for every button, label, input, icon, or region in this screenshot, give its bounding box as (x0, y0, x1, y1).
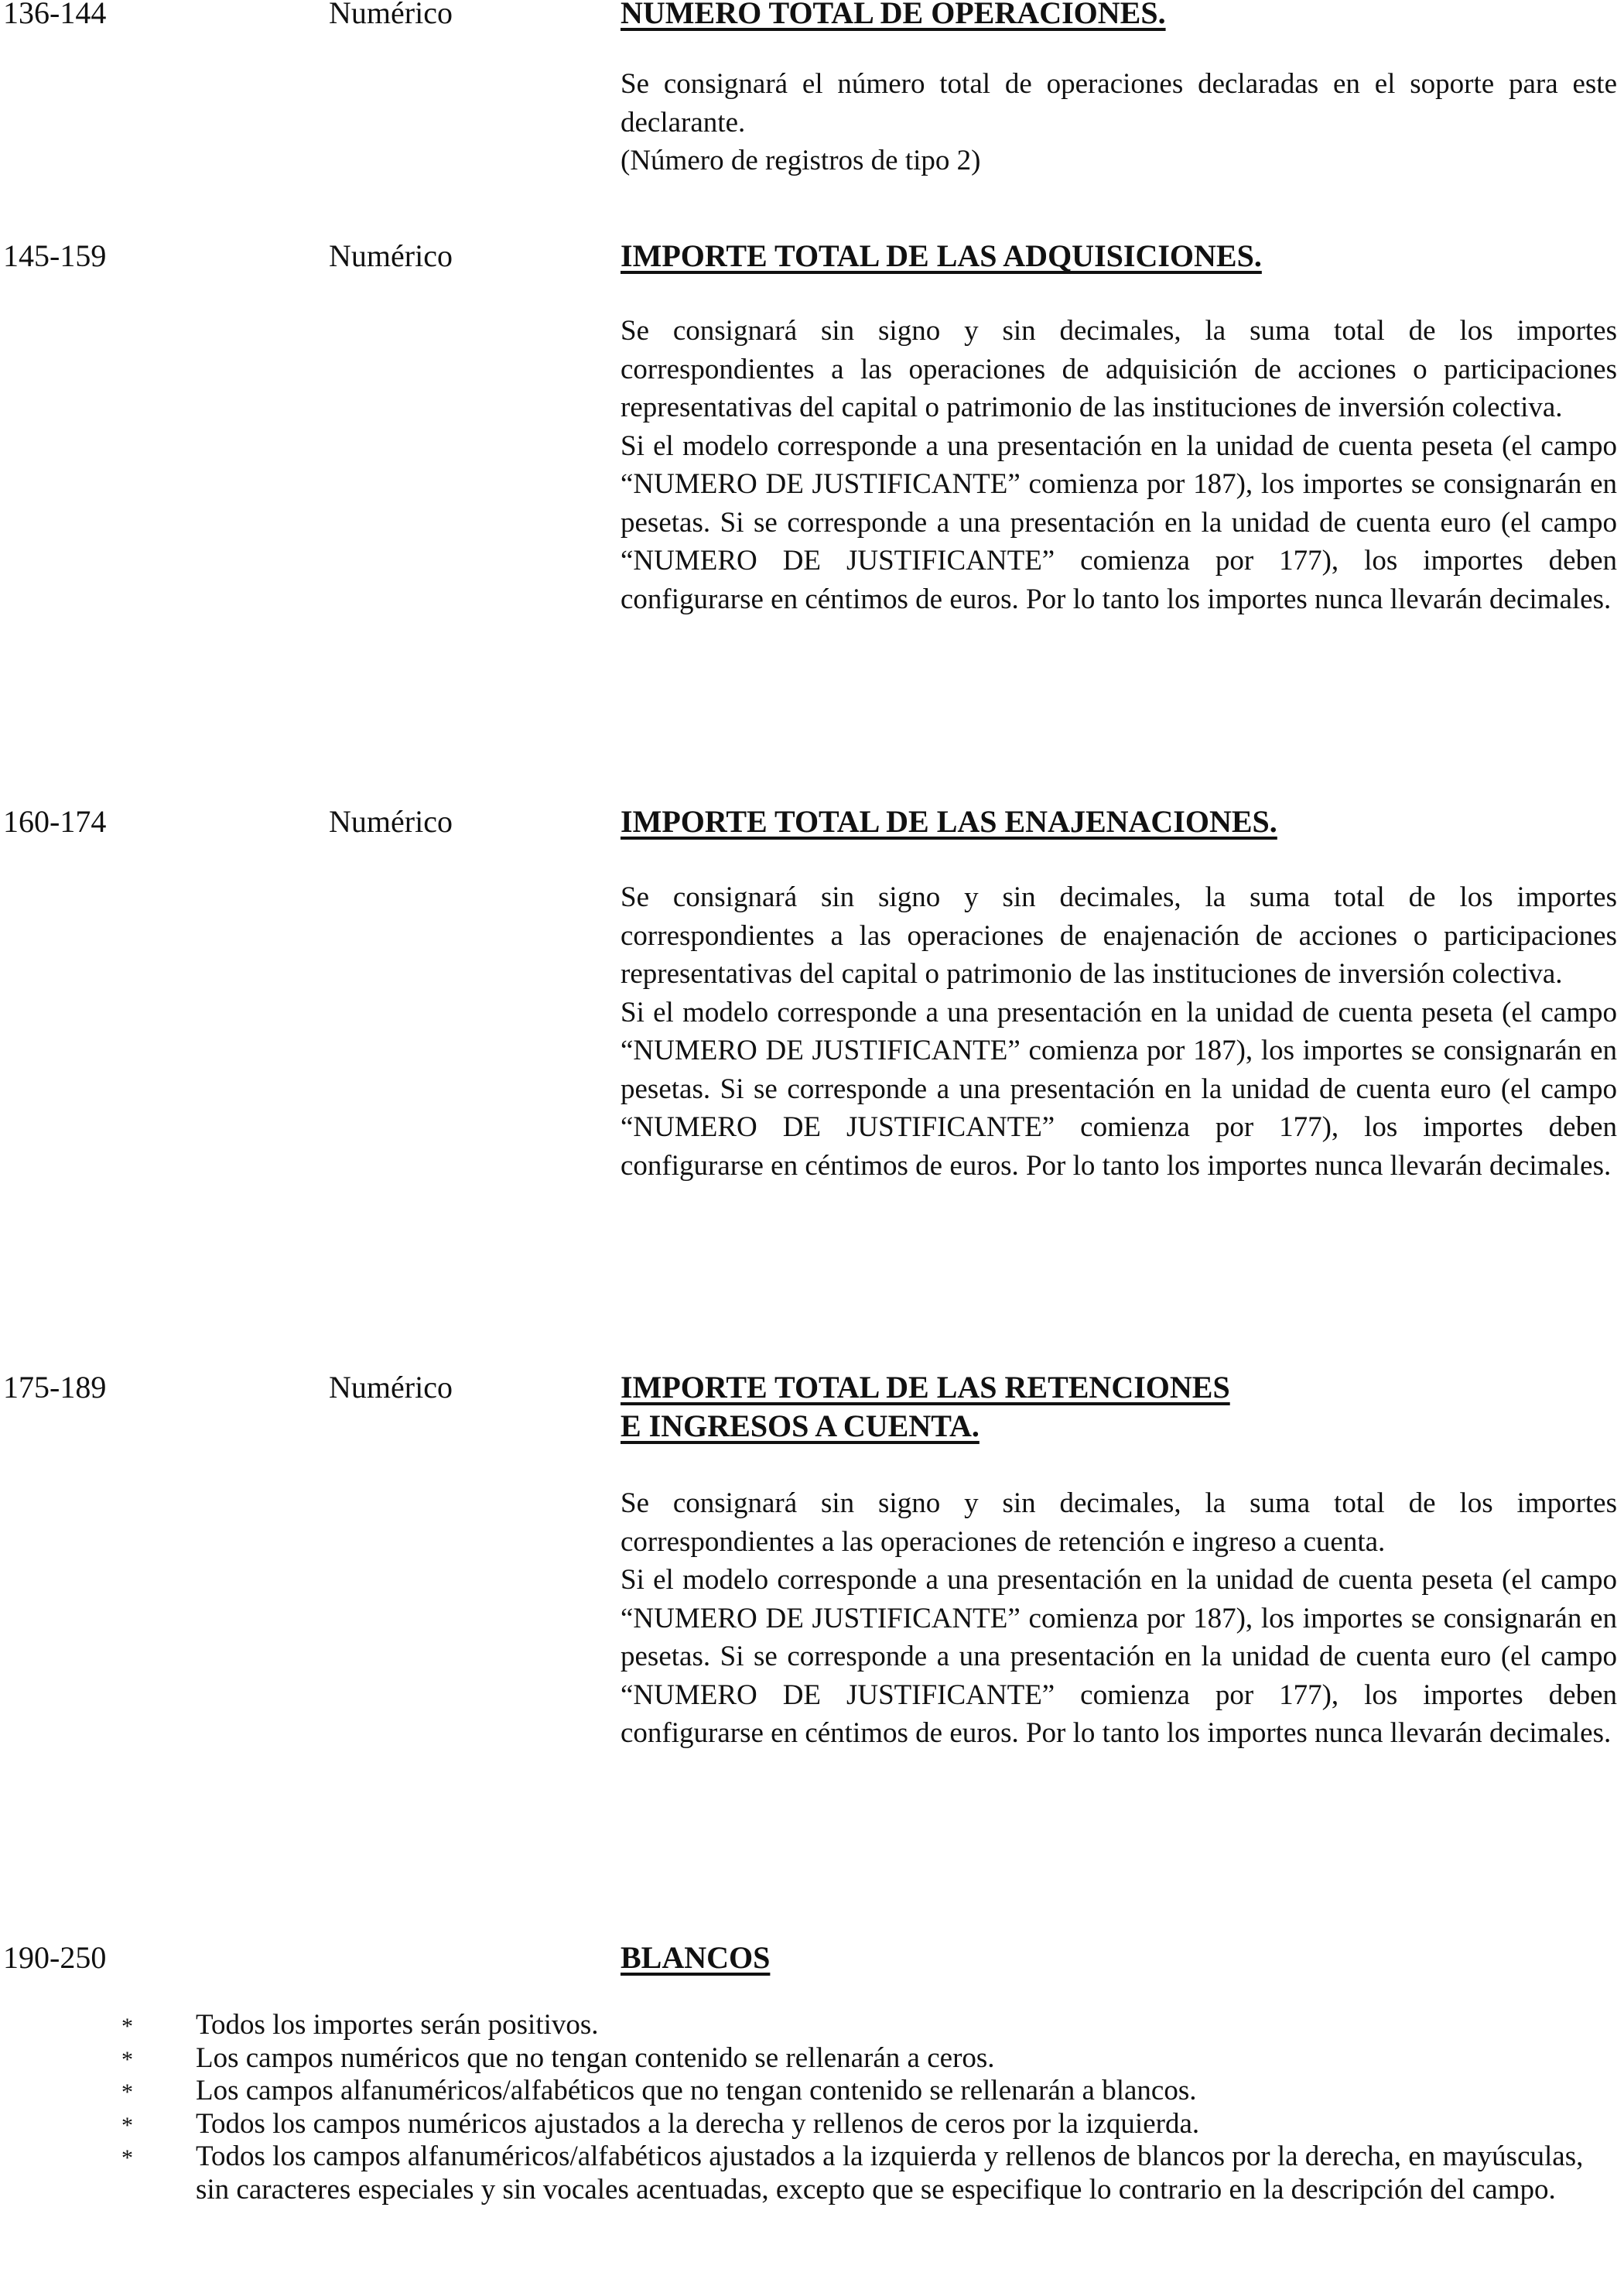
asterisk-bullet: * (121, 2079, 133, 2105)
description-paragraph: Si el modelo corresponde a una presentación en la unidad de cuenta peseta (el campo “NUMERO DE JUSTIFICANTE” comienza por 187), los importes se consignarán en pesetas. Si se corresponde a una presentación en la unidad de cuenta euro (el campo “NUMERO DE JUSTIFICANTE” comienza por 177), los importes deben configurarse en céntimos de euros. Por lo tanto los importes nunca llevarán decimales. (621, 429, 1617, 615)
description-paragraph: Si el modelo corresponde a una presentación en la unidad de cuenta peseta (el campo “NUMERO DE JUSTIFICANTE” comienza por 187), los importes se consignarán en pesetas. Si se corresponde a una presentación en la unidad de cuenta euro (el campo “NUMERO DE JUSTIFICANTE” comienza por 177), los importes deben configurarse en céntimos de euros. Por lo tanto los importes nunca llevarán decimales. (621, 996, 1617, 1182)
note-item (0, 2042, 1624, 2076)
note-item (0, 2108, 1624, 2141)
general-notes-list (0, 2009, 1624, 2206)
note-item (0, 2075, 1624, 2108)
note-text: Los campos numéricos que no tengan contenido se rellenarán a ceros. (196, 2041, 995, 2074)
field-title (621, 1368, 1611, 1446)
asterisk-bullet: * (121, 2046, 133, 2072)
field-title-line: E INGRESOS A CUENTA. (621, 1408, 980, 1443)
field-title (621, 0, 1611, 33)
field-position: 175-189 (3, 1370, 107, 1405)
field-title (621, 802, 1611, 841)
description-paragraph: (Número de registros de tipo 2) (621, 145, 981, 176)
field-position: 190-250 (3, 1940, 107, 1975)
field-position: 136-144 (3, 0, 107, 30)
field-type: Numérico (329, 238, 453, 273)
description-paragraph: Se consignará sin signo y sin decimales, la suma total de los importes correspondientes a las operaciones de retención e ingreso a cuenta. (621, 1487, 1617, 1558)
field-title-line: IMPORTE TOTAL DE LAS ADQUISICIONES. (621, 238, 1262, 273)
note-item (0, 2141, 1624, 2206)
description-paragraph: Se consignará el número total de operaciones declaradas en el soporte para este declarante. (621, 68, 1617, 139)
field-title-line: BLANCOS (621, 1940, 771, 1975)
note-item (0, 2009, 1624, 2042)
field-title (621, 1939, 1611, 1977)
field-description (621, 312, 1617, 618)
field-title (621, 237, 1611, 275)
field-description (621, 878, 1617, 1185)
field-position: 145-159 (3, 238, 107, 273)
field-position: 160-174 (3, 804, 107, 839)
note-text: Todos los campos alfanuméricos/alfabéticos ajustados a la izquierda y rellenos de blancos por la derecha, en mayúsculas, sin caracteres especiales y sin vocales acentuadas, excepto que se especifique lo contrario en la descripción del campo. (196, 2141, 1584, 2206)
asterisk-bullet: * (121, 2145, 133, 2171)
field-description (621, 65, 1617, 180)
asterisk-bullet: * (121, 2112, 133, 2138)
description-paragraph: Se consignará sin signo y sin decimales, la suma total de los importes correspondientes a las operaciones de adquisición de acciones o participaciones representativas del capital o patrimonio de las instituciones de inversión colectiva. (621, 315, 1617, 423)
field-type: Numérico (329, 0, 453, 30)
description-paragraph: Se consignará sin signo y sin decimales, la suma total de los importes correspondientes a las operaciones de enajenación de acciones o participaciones representativas del capital o patrimonio de las instituciones de inversión colectiva. (621, 881, 1617, 990)
note-text: Todos los importes serán positivos. (196, 2009, 599, 2041)
field-title-line: IMPORTE TOTAL DE LAS ENAJENACIONES. (621, 804, 1277, 839)
field-type: Numérico (329, 1370, 453, 1405)
field-title-line: IMPORTE TOTAL DE LAS RETENCIONES (621, 1370, 1230, 1405)
description-paragraph: Si el modelo corresponde a una presentación en la unidad de cuenta peseta (el campo “NUMERO DE JUSTIFICANTE” comienza por 187), los importes se consignarán en pesetas. Si se corresponde a una presentación en la unidad de cuenta euro (el campo “NUMERO DE JUSTIFICANTE” comienza por 177), los importes deben configurarse en céntimos de euros. Por lo tanto los importes nunca llevarán decimales. (621, 1564, 1617, 1749)
asterisk-bullet: * (121, 2014, 133, 2039)
field-title-line: NUMERO TOTAL DE OPERACIONES. (621, 0, 1166, 30)
field-type: Numérico (329, 804, 453, 839)
field-description (621, 1484, 1617, 1753)
note-text: Los campos alfanuméricos/alfabéticos que no tengan contenido se rellenarán a blancos. (196, 2075, 1197, 2106)
note-text: Todos los campos numéricos ajustados a la derecha y rellenos de ceros por la izquierda. (196, 2107, 1200, 2140)
